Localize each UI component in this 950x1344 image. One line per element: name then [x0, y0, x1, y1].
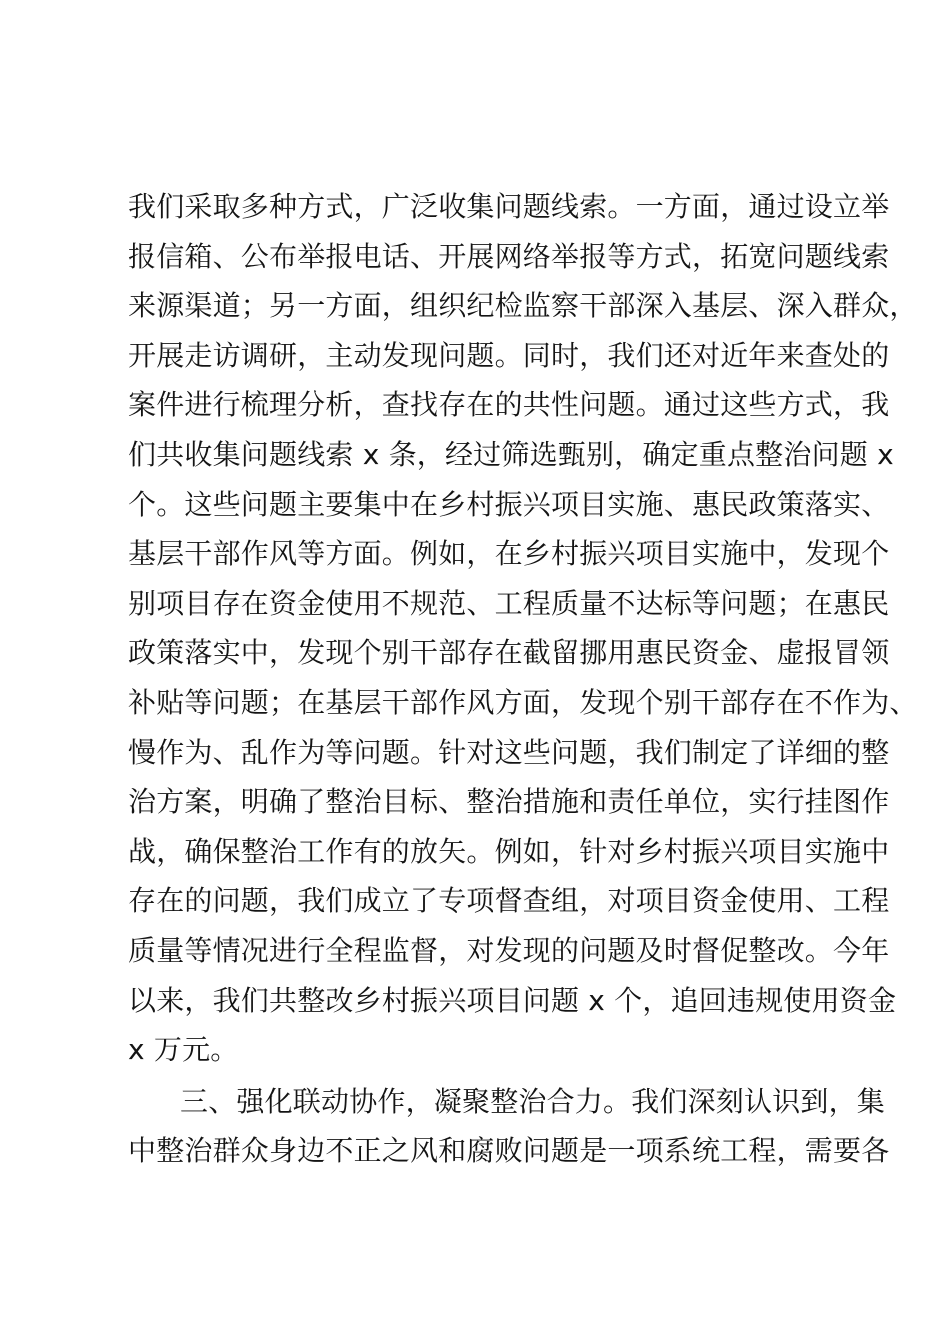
paragraph-line-13: 治方案，明确了整治目标、整治措施和责任单位，实行挂图作	[128, 785, 890, 819]
paragraph-line-10: 政策落实中，发现个别干部存在截留挪用惠民资金、虚报冒领	[128, 636, 890, 670]
paragraph-line-9: 别项目存在资金使用不规范、工程质量不达标等问题；在惠民	[128, 586, 890, 620]
paragraph-line-14: 战，确保整治工作有的放矢。例如，针对乡村振兴项目实施中	[128, 834, 890, 868]
paragraph-line-7: 个。这些问题主要集中在乡村振兴项目实施、惠民政策落实、	[128, 487, 890, 521]
paragraph-line-12: 慢作为、乱作为等问题。针对这些问题，我们制定了详细的整	[128, 735, 890, 769]
paragraph-line-16: 质量等情况进行全程监督，对发现的问题及时督促整改。今年	[128, 933, 890, 967]
paragraph-line-15: 存在的问题，我们成立了专项督查组，对项目资金使用、工程	[128, 884, 890, 918]
paragraph-line-2: 报信箱、公布举报电话、开展网络举报等方式，拓宽问题线索	[128, 239, 890, 273]
paragraph-line-6: 们共收集问题线索 x 条，经过筛选甄别，确定重点整治问题 x	[128, 437, 894, 471]
paragraph-line-1: 我们采取多种方式，广泛收集问题线索。一方面，通过设立举	[128, 190, 890, 223]
section-three-line-2: 中整治群众身边不正之风和腐败问题是一项系统工程，需要各	[128, 1134, 890, 1168]
section-three-line-1: 三、强化联动协作，凝聚整治合力。我们深刻认识到，集	[180, 1084, 886, 1118]
paragraph-line-5: 案件进行梳理分析，查找存在的共性问题。通过这些方式，我	[128, 388, 890, 422]
paragraph-line-18: x 万元。	[128, 1033, 239, 1067]
paragraph-line-11: 补贴等问题；在基层干部作风方面，发现个别干部存在不作为、	[128, 685, 918, 719]
paragraph-line-4: 开展走访调研，主动发现问题。同时，我们还对近年来查处的	[128, 338, 890, 372]
paragraph-line-3: 来源渠道；另一方面，组织纪检监察干部深入基层、深入群众，	[128, 289, 918, 323]
document-body	[128, 182, 918, 1176]
paragraph-line-17: 以来，我们共整改乡村振兴项目问题 x 个，追回违规使用资金	[128, 983, 897, 1017]
paragraph-line-8: 基层干部作风等方面。例如，在乡村振兴项目实施中，发现个	[128, 537, 890, 571]
